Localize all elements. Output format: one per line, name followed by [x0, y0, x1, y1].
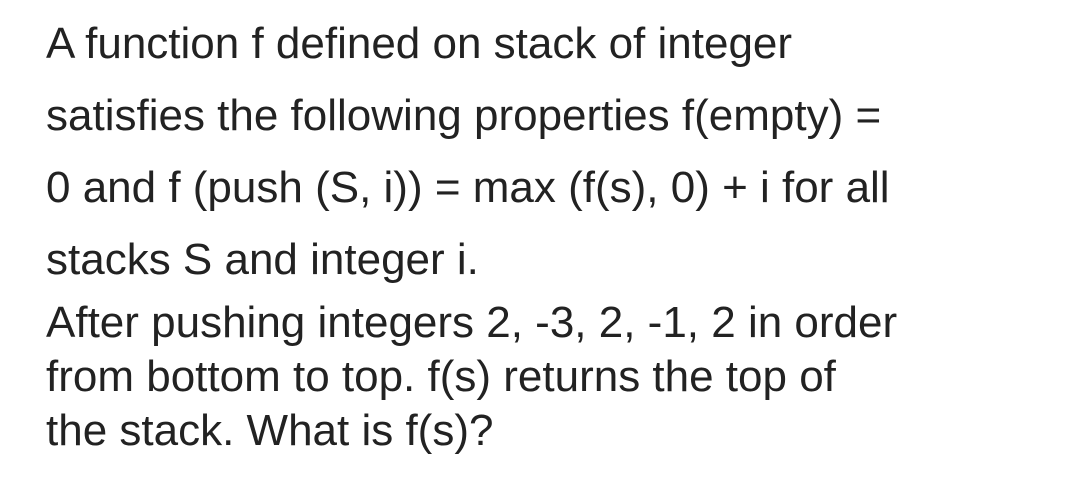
text-line: satisfies the following properties f(empty) =: [46, 91, 882, 140]
text-line: 0 and f (push (S, i)) = max (f(s), 0) + i for all: [46, 163, 890, 212]
text-line: stacks S and integer i.: [46, 235, 479, 284]
text-line: from bottom to top. f(s) returns the top of: [46, 352, 836, 401]
text-line: the stack. What is f(s)?: [46, 406, 494, 455]
question-paragraph-definition: [46, 8, 1056, 296]
text-line: A function f defined on stack of integer: [46, 19, 793, 68]
question-text: [46, 8, 1056, 458]
text-line: After pushing integers 2, -3, 2, -1, 2 in order: [46, 298, 898, 347]
question-paragraph-ask: [46, 296, 1056, 458]
